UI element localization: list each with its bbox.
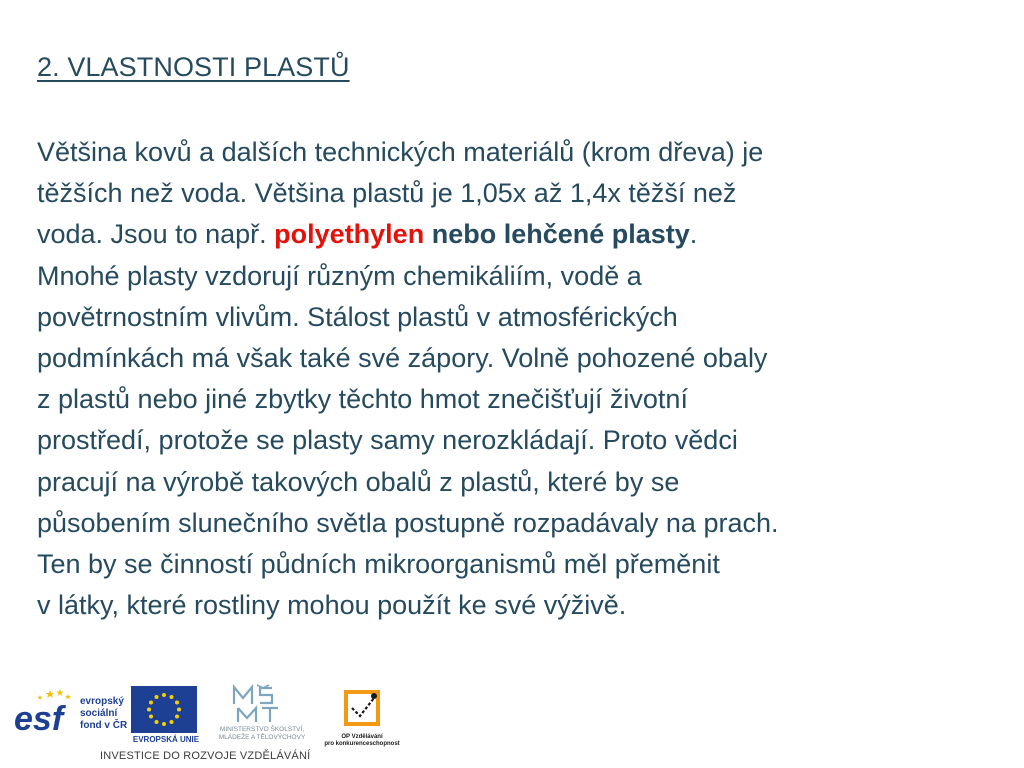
text-line: působením slunečního světla postupně rozpadávaly na prach. [37, 507, 779, 538]
esf-logo-icon [12, 686, 76, 736]
text-line: Většina kovů a dalších technických materiálů (krom dřeva) je [37, 137, 764, 167]
msmt-logo-icon [230, 684, 284, 724]
eu-flag-icon [131, 686, 197, 733]
text-fragment: voda. Jsou to např. [37, 219, 275, 250]
op-caption-line: pro konkurenceschopnost [324, 741, 400, 747]
op-caption [322, 734, 402, 748]
text-line: Ten by se činností půdních mikroorganismů měl přeměnit [37, 549, 720, 580]
esf-text-line: sociální [80, 708, 118, 719]
msmt-caption-line: MINISTERSTVO ŠKOLSTVÍ, [219, 726, 305, 733]
investice-tagline: INVESTICE DO ROZVOJE VZDĚLÁVÁNÍ [100, 750, 311, 762]
esf-text-line: evropský [80, 696, 124, 707]
text-line: povětrnostním vlivům. Stálost plastů v atmosférických [37, 301, 678, 332]
slide-title: 2. VLASTNOSTI PLASTŮ [37, 52, 350, 82]
msmt-caption-line: MLÁDEŽE A TĚLOVÝCHOVY [218, 734, 306, 741]
highlight-lehcene-plasty: nebo lehčené plasty [431, 219, 690, 250]
text-line: z plastů nebo jiné zbytky těchto hmot znečišťují životní [37, 384, 688, 415]
esf-logo-text [80, 696, 127, 732]
op-caption-line: OP Vzdělávání [341, 734, 383, 740]
esf-text-line: fond v ČR [80, 720, 128, 731]
highlight-polyethylen: polyethylen [274, 219, 425, 250]
slide-body-text [37, 132, 997, 626]
text-fragment-space [424, 219, 432, 249]
text-line: v látky, které rostliny mohou použít ke své výživě. [37, 590, 627, 621]
msmt-caption [202, 726, 322, 742]
footer-logo-strip [0, 676, 420, 768]
text-line: těžších než voda. Většina plastů je 1,05x až 1,4x těžší než [37, 178, 737, 209]
text-line: podmínkách má však také své zápory. Volně pohozené obaly [37, 343, 768, 374]
text-line: Mnohé plasty vzdorují různým chemikáliím, vodě a [37, 260, 642, 291]
text-fragment: . [689, 219, 698, 250]
eu-caption: EVROPSKÁ UNIE [132, 735, 200, 744]
text-line: pracují na výrobě takových obalů z plastů, které by se [37, 466, 680, 497]
text-line: prostředí, protože se plasty samy nerozkládají. Proto vědci [37, 425, 738, 456]
svg-text:esf: esf [14, 700, 64, 736]
op-vk-logo-icon [340, 686, 384, 730]
text-line-with-highlights [37, 214, 997, 255]
